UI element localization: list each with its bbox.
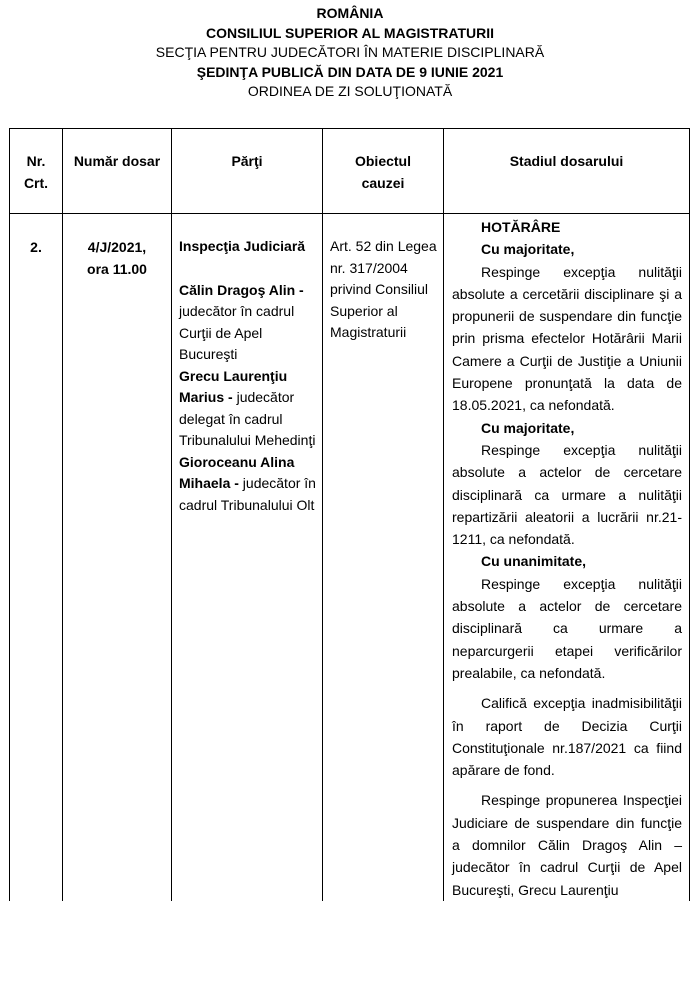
agenda-table (9, 128, 690, 901)
party-organization: Inspecţia Judiciară (179, 238, 306, 254)
party-3: Gioroceanu Alina Mihaela - judecător în cadrul Tribunalului Olt (179, 453, 316, 513)
header-numar-dosar: Număr dosar (63, 129, 172, 214)
cell-dosar: 4/J/2021, ora 11.00 (63, 214, 172, 901)
ruling-3: Respinge excepţia nulităţii absolute a actelor de cercetare disciplinară ca urmare a neparcurgerii etapei verificărilor prealabile, ca nefondată. (452, 575, 682, 681)
table-header-row (10, 129, 690, 214)
decision-title: HOTĂRÂRE (481, 219, 561, 235)
cell-parti (172, 214, 323, 901)
vote-2: Cu majoritate, (481, 419, 575, 436)
ruling-2: Respinge excepţia nulităţii absolute a actelor de cercetare disciplinară ca urmare a nulităţii repartizării aleatorii a lucrării nr.21-1211, ca nefondată. (452, 441, 682, 548)
vote-3: Cu unanimitate, (481, 553, 587, 570)
document-header (0, 4, 700, 102)
header-agenda: ORDINEA DE ZI SOLUŢIONATĂ (247, 83, 453, 99)
party-2: Grecu Laurenţiu Marius - judecător delegat în cadrul Tribunalului Mehedinţi (179, 367, 316, 448)
ruling-5: Respinge propunerea Inspecţiei Judiciare de suspendare din funcţie a domnilor Călin Dragoş Alin – judecător în cadrul Curţii de Apel Bucureşti, Grecu Laurenţiu (452, 792, 682, 898)
header-country: ROMÂNIA (316, 5, 384, 21)
cell-nr: 2. (10, 214, 63, 901)
header-parti: Părţi (172, 129, 323, 214)
party-1: Călin Dragoş Alin - judecător în cadrul Curţii de Apel Bucureşti (179, 281, 304, 362)
header-institution: CONSILIUL SUPERIOR AL MAGISTRATURII (205, 24, 495, 41)
header-stadiul-dosarului: Stadiul dosarului (444, 129, 690, 214)
header-session: ŞEDINŢA PUBLICĂ DIN DATA DE 9 IUNIE 2021 (196, 63, 504, 80)
ruling-4: Califică excepţia inadmisibilităţii în raport de Decizia Curţii Constituţionale nr.187/2021 ca fiind apărare de fond. (452, 695, 682, 779)
header-obiectul-cauzei: Obiectul cauzei (323, 129, 444, 214)
header-nr-crt: Nr. Crt. (10, 129, 63, 214)
table-row (10, 214, 690, 901)
header-section: SECŢIA PENTRU JUDECĂTORI ÎN MATERIE DISCIPLINARĂ (155, 44, 545, 60)
ruling-1: Respinge excepţia nulităţii absolute a cercetării disciplinare şi a propunerii de suspendare din funcţie prin prisma efectelor Hotărârii Marii Camere a Curţii de Justiţie a Uniunii Europene pronunţată la data de 18.05.2021, ca nefondată. (452, 263, 682, 414)
vote-1: Cu majoritate, (481, 241, 575, 258)
cell-stadiu (444, 214, 690, 901)
cell-obiect: Art. 52 din Legea nr. 317/2004 privind Consiliul Superior al Magistraturii (323, 214, 444, 901)
